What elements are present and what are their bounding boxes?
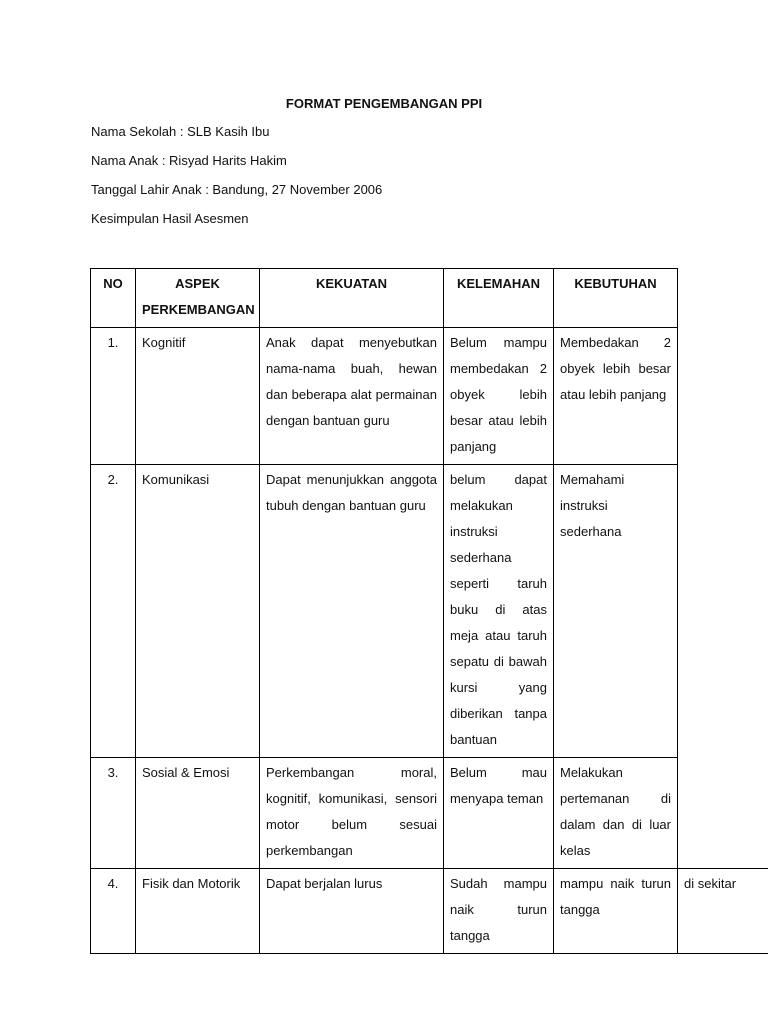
cell-kelemahan: Sudah mampu naik turun tangga <box>444 869 554 954</box>
cell-kekuatan: Anak dapat menyebutkan nama-nama buah, hewan dan beberapa alat permainan dengan bantuan guru <box>260 328 444 465</box>
header-kebutuhan: KEBUTUHAN <box>554 269 678 328</box>
cell-no: 3. <box>91 758 136 869</box>
cell-extra <box>678 328 768 465</box>
cell-kebutuhan: Melakukan pertemanan di dalam dan di luar kelas <box>554 758 678 869</box>
table-row <box>91 758 768 869</box>
cell-kebutuhan: Memahami instruksi sederhana <box>554 465 678 758</box>
cell-extra: di sekitar <box>678 869 768 954</box>
header-empty <box>678 269 768 328</box>
header-no: NO <box>91 269 136 328</box>
table-row <box>91 465 768 758</box>
cell-aspek: Sosial & Emosi <box>136 758 260 869</box>
cell-kebutuhan: Membedakan 2 obyek lebih besar atau lebih panjang <box>554 328 678 465</box>
document-title: FORMAT PENGEMBANGAN PPI <box>285 96 483 111</box>
cell-aspek: Komunikasi <box>136 465 260 758</box>
cell-kelemahan: Belum mampu membedakan 2 obyek lebih besar atau lebih panjang <box>444 328 554 465</box>
header-aspek: ASPEK PERKEMBANGAN <box>136 269 260 328</box>
cell-aspek: Kognitif <box>136 328 260 465</box>
cell-extra <box>678 758 768 869</box>
header-kelemahan: KELEMAHAN <box>444 269 554 328</box>
school-name: Nama Sekolah : SLB Kasih Ibu <box>91 124 270 139</box>
cell-kelemahan: Belum mau menyapa teman <box>444 758 554 869</box>
assessment-summary-label: Kesimpulan Hasil Asesmen <box>91 211 249 226</box>
cell-kelemahan: belum dapat melakukan instruksi sederhana seperti taruh buku di atas meja atau taruh sepatu di bawah kursi yang diberikan tanpa bantuan <box>444 465 554 758</box>
cell-extra <box>678 465 768 758</box>
table-row <box>91 328 768 465</box>
cell-no: 1. <box>91 328 136 465</box>
birth-date: Tanggal Lahir Anak : Bandung, 27 November 2006 <box>91 182 383 197</box>
cell-kekuatan: Perkembangan moral, kognitif, komunikasi, sensori motor belum sesuai perkembangan <box>260 758 444 869</box>
table-row <box>91 869 768 954</box>
cell-no: 2. <box>91 465 136 758</box>
cell-kebutuhan: mampu naik turun tangga <box>554 869 678 954</box>
cell-no: 4. <box>91 869 136 954</box>
table-header-row <box>91 269 768 328</box>
cell-aspek: Fisik dan Motorik <box>136 869 260 954</box>
cell-kekuatan: Dapat menunjukkan anggota tubuh dengan bantuan guru <box>260 465 444 758</box>
child-name: Nama Anak : Risyad Harits Hakim <box>91 153 287 168</box>
cell-kekuatan: Dapat berjalan lurus <box>260 869 444 954</box>
header-kekuatan: KEKUATAN <box>260 269 444 328</box>
ppi-table <box>90 268 768 954</box>
